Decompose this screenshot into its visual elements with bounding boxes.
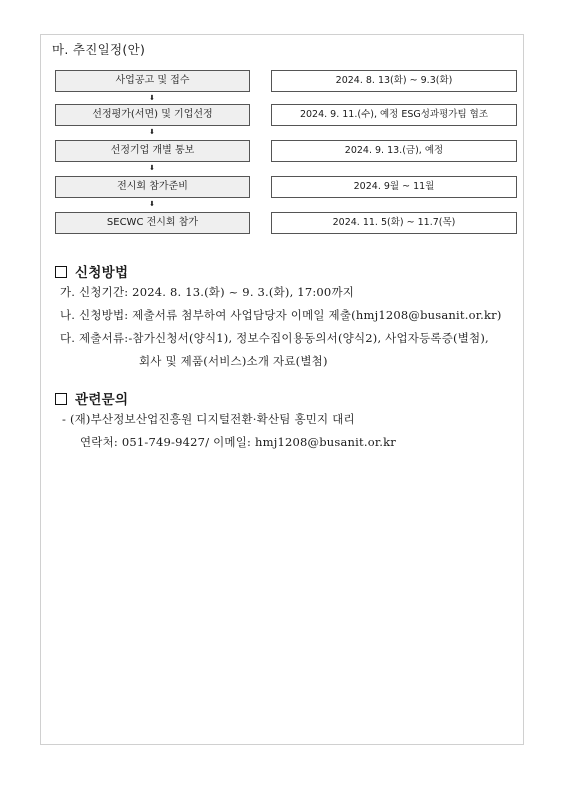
schedule-step <box>55 176 517 198</box>
contact-org: - (재)부산정보산업진흥원 디지털전환·확산팀 홍민지 대리 <box>62 412 355 426</box>
apply-period: 가. 신청기간: 2024. 8. 13.(화) ~ 9. 3.(화), 17:00까지 <box>60 285 355 299</box>
down-arrow-icon: ⬇ <box>149 128 155 136</box>
step-label: 선정기업 개별 통보 <box>55 140 250 162</box>
step-label: 선정평가(서면) 및 기업선정 <box>55 104 250 126</box>
step-date: 2024. 8. 13(화) ~ 9.3(화) <box>271 70 517 92</box>
step-label: 전시회 참가준비 <box>55 176 250 198</box>
step-date: 2024. 9. 11.(수), 예정 ESG성과평가팀 협조 <box>271 104 517 126</box>
contact-heading-text: 관련문의 <box>75 392 129 408</box>
contact-info: 연락처: 051-749-9427/ 이메일: hmj1208@busanit.or.kr <box>80 435 396 449</box>
contact-heading <box>55 388 128 408</box>
schedule-step <box>55 140 517 162</box>
apply-documents-cont: 회사 및 제품(서비스)소개 자료(별첨) <box>139 354 328 368</box>
down-arrow-icon: ⬇ <box>149 200 155 208</box>
down-arrow-icon: ⬇ <box>149 164 155 172</box>
step-date: 2024. 9. 13.(금), 예정 <box>271 140 517 162</box>
apply-heading <box>55 261 128 281</box>
schedule-step <box>55 70 517 92</box>
apply-heading-text: 신청방법 <box>75 265 129 281</box>
step-date: 2024. 11. 5(화) ~ 11.7(목) <box>271 212 517 234</box>
checkbox-square-icon <box>55 266 67 278</box>
step-date: 2024. 9월 ~ 11월 <box>271 176 517 198</box>
apply-documents: 다. 제출서류:-참가신청서(양식1), 정보수집이용동의서(양식2), 사업자등록증(별첨), <box>60 331 489 345</box>
schedule-step <box>55 104 517 126</box>
down-arrow-icon: ⬇ <box>149 94 155 102</box>
step-label: SECWC 전시회 참가 <box>55 212 250 234</box>
schedule-title: 마. 추진일정(안) <box>52 42 146 57</box>
checkbox-square-icon <box>55 393 67 405</box>
apply-method: 나. 신청방법: 제출서류 첨부하여 사업담당자 이메일 제출(hmj1208@busanit.or.kr) <box>60 308 502 322</box>
schedule-step <box>55 212 517 234</box>
step-label: 사업공고 및 접수 <box>55 70 250 92</box>
